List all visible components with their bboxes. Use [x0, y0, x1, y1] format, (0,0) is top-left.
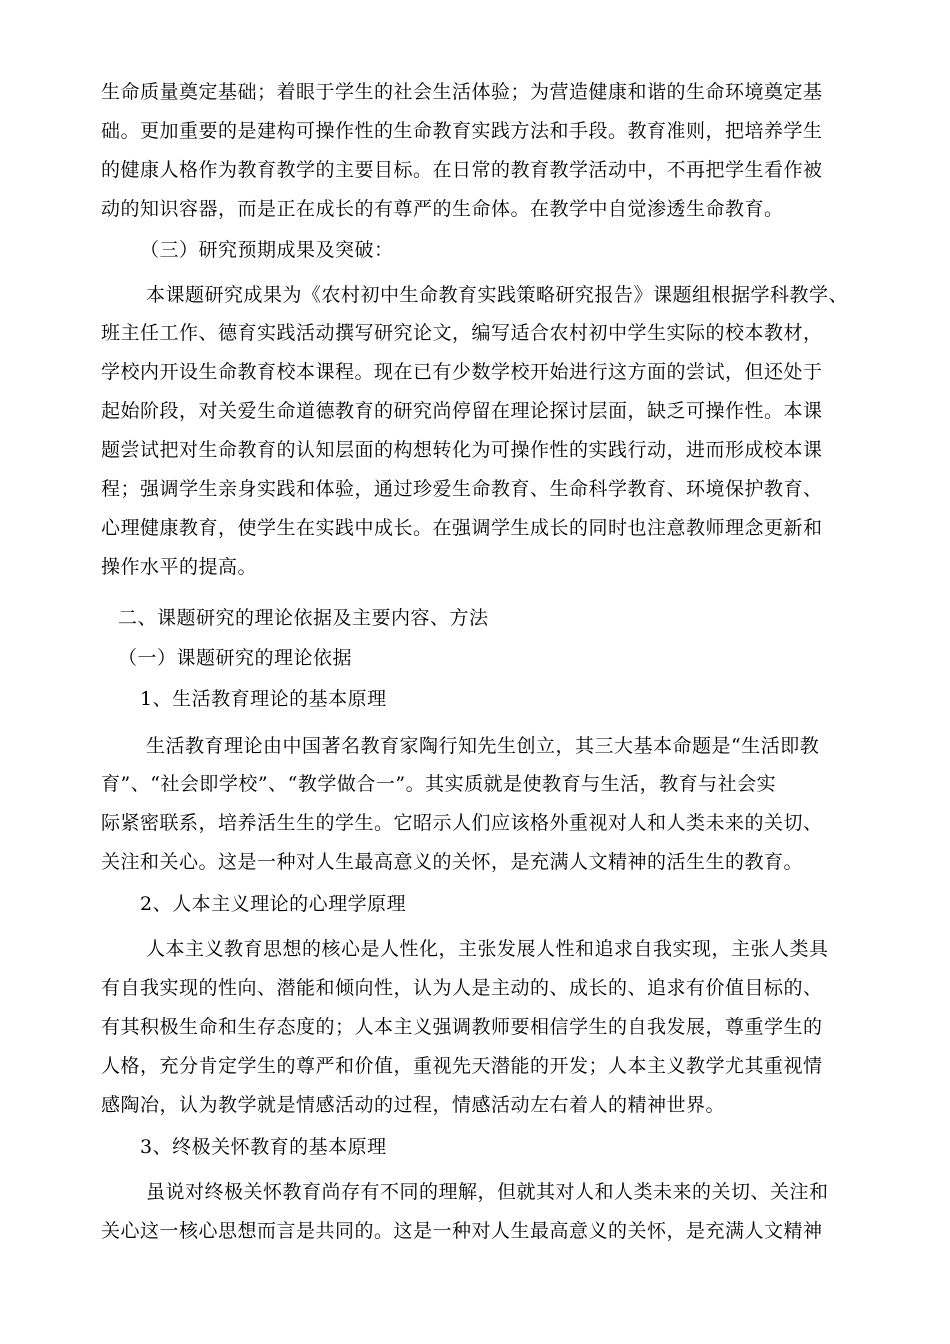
- paragraph-line: 际紧密联系，培养活生生的学生。它昭示人们应该格外重视对人和人类未来的关切、: [101, 812, 823, 834]
- item-heading: 2、人本主义理论的心理学原理: [140, 893, 407, 915]
- section-heading: （三）研究预期成果及突破：: [140, 239, 394, 261]
- paragraph-line: 心理健康教育，使学生在实践中成长。在强调学生成长的同时也注意教师理念更新和: [101, 517, 823, 539]
- paragraph-line: 关注和关心。这是一种对人生最高意义的关怀，是充满人文精神的活生生的教育。: [101, 851, 804, 873]
- paragraph-line: 题尝试把对生命教育的认知层面的构想转化为可操作性的实践行动，进而形成校本课: [101, 439, 823, 461]
- paragraph-line: 有自我实现的性向、潜能和倾向性，认为人是主动的、成长的、追求有价值目标的、: [101, 977, 823, 999]
- item-heading: 3、终极关怀教育的基本原理: [140, 1136, 387, 1158]
- paragraph-line: 的健康人格作为教育教学的主要目标。在日常的教育教学活动中，不再把学生看作被: [101, 159, 823, 181]
- paragraph-line: 班主任工作、德育实践活动撰写研究论文，编写适合农村初中学生实际的校本教材，: [101, 322, 823, 344]
- paragraph-line: 有其积极生命和生存态度的；人本主义强调教师要相信学生的自我发展，尊重学生的: [101, 1016, 823, 1038]
- paragraph-line: 关心这一核心思想而言是共同的。这是一种对人生最高意义的关怀，是充满人文精神: [101, 1220, 823, 1242]
- subsection-heading: （一）课题研究的理论依据: [118, 647, 353, 669]
- paragraph-line: 本课题研究成果为《农村初中生命教育实践策略研究报告》课题组根据学科教学、: [146, 284, 849, 306]
- paragraph-line: 础。更加重要的是建构可操作性的生命教育实践方法和手段。教育准则，把培养学生: [101, 120, 823, 142]
- paragraph-line: 人本主义教育思想的核心是人性化，主张发展人性和追求自我实现，主张人类具: [146, 938, 829, 960]
- paragraph-line: 虽说对终极关怀教育尚存有不同的理解，但就其对人和人类未来的关切、关注和: [146, 1181, 829, 1203]
- paragraph-line: 生活教育理论由中国著名教育家陶行知先生创立，其三大基本命题是“生活即教: [146, 735, 820, 757]
- item-heading: 1、生活教育理论的基本原理: [140, 688, 387, 710]
- paragraph-line: 起始阶段，对关爱生命道德教育的研究尚停留在理论探讨层面，缺乏可操作性。本课: [101, 400, 823, 422]
- paragraph-line: 人格，充分肯定学生的尊严和价值，重视先天潜能的开发；人本主义教学尤其重视情: [101, 1055, 823, 1077]
- paragraph-line: 感陶冶，认为教学就是情感活动的过程，情感活动左右着人的精神世界。: [101, 1094, 726, 1116]
- paragraph-line: 生命质量奠定基础；着眼于学生的社会生活体验；为营造健康和谐的生命环境奠定基: [101, 81, 823, 103]
- paragraph-line: 育”、“社会即学校”、“教学做合一”。其实质就是使教育与生活，教育与社会实: [101, 773, 777, 795]
- section-heading: 二、课题研究的理论依据及主要内容、方法: [118, 607, 489, 629]
- paragraph-line: 操作水平的提高。: [101, 556, 258, 578]
- paragraph-line: 学校内开设生命教育校本课程。现在已有少数学校开始进行这方面的尝试，但还处于: [101, 361, 823, 383]
- paragraph-line: 动的知识容器，而是正在成长的有尊严的生命体。在教学中自觉渗透生命教育。: [101, 198, 784, 220]
- paragraph-line: 程；强调学生亲身实践和体验，通过珍爱生命教育、生命科学教育、环境保护教育、: [101, 478, 823, 500]
